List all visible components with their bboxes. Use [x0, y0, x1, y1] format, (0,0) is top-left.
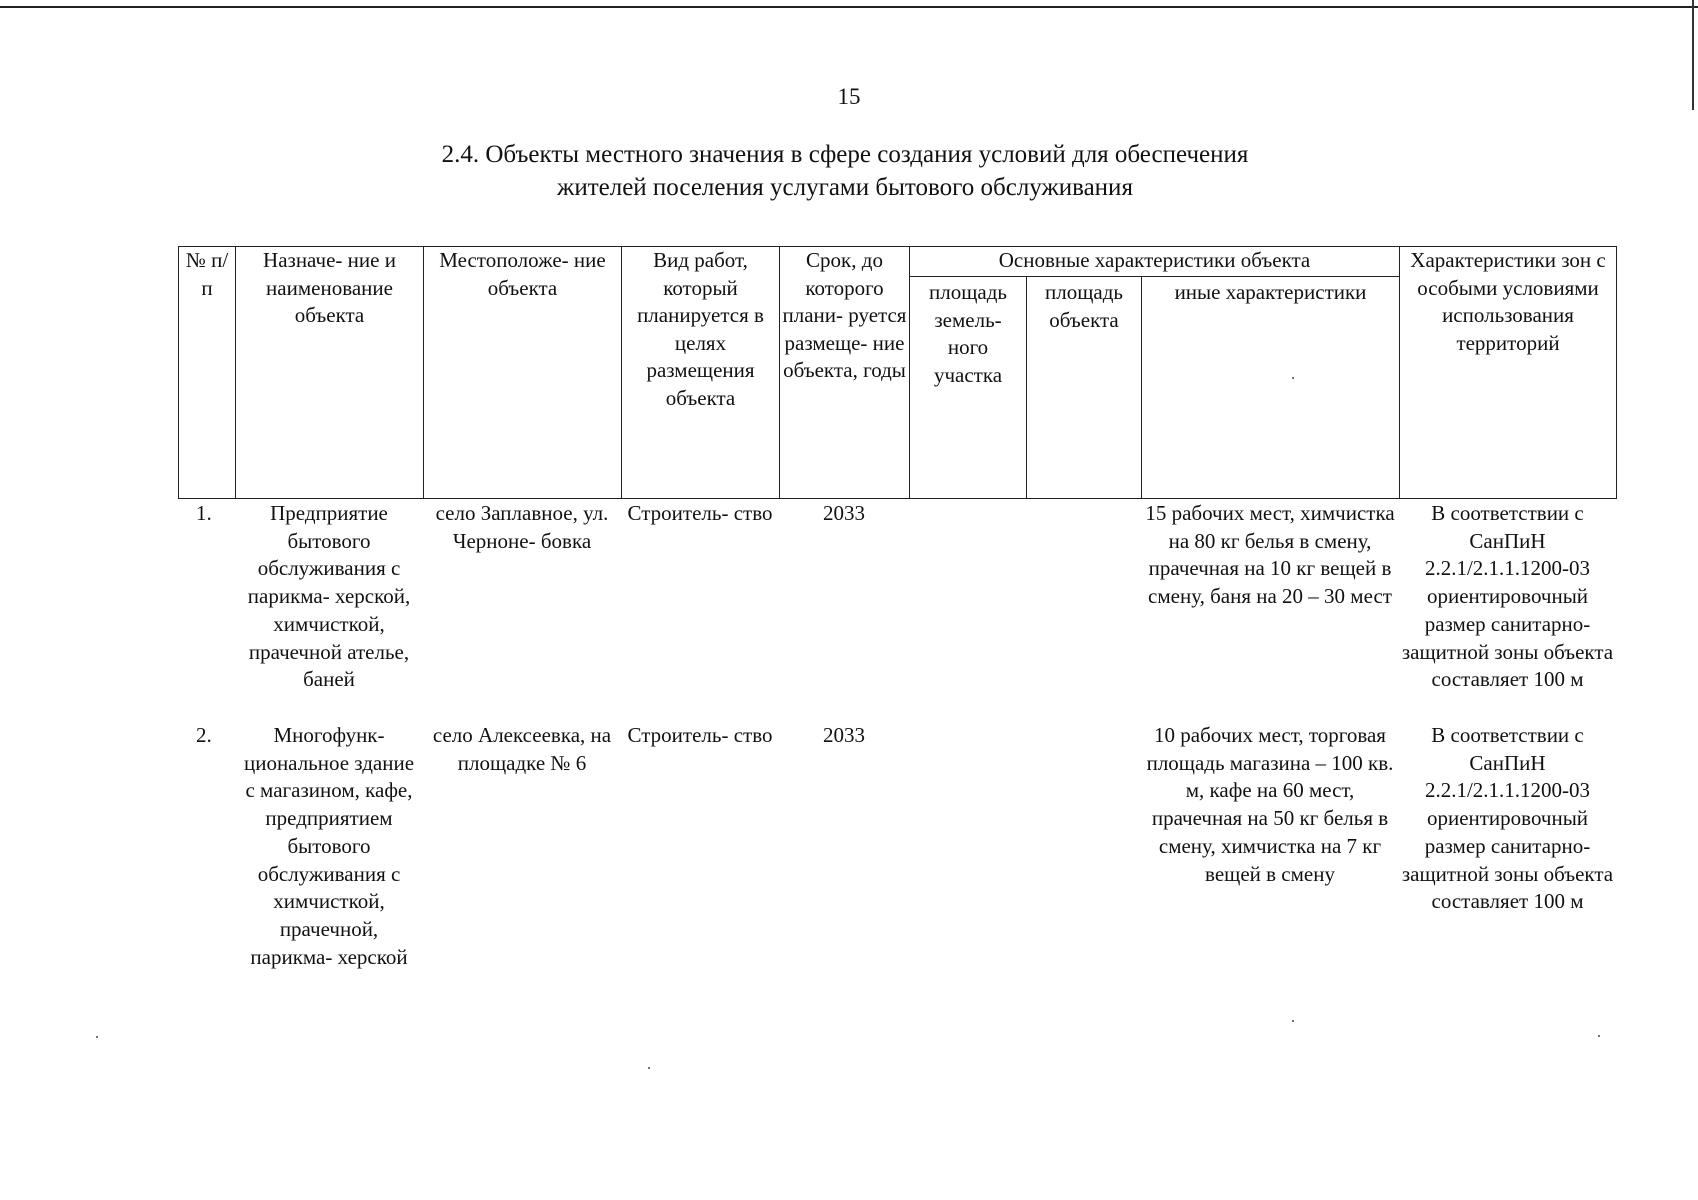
header-object-area: площадь объекта [1027, 277, 1142, 499]
row-zones: В соответствии с СанПиН 2.2.1/2.1.1.1200-03 ориентировочный размер санитарно- защитной зоны объекта составляет 100 м [1401, 501, 1614, 692]
row-name: Многофунк- циональное здание с магазином, кафе, предприятием бытового обслуживания с химчисткой, прачечной, парикма- херской [243, 723, 415, 969]
row-term: 2033 [823, 723, 865, 747]
scan-speck [1292, 377, 1294, 379]
scan-speck [648, 1067, 650, 1069]
scan-speck [96, 1036, 98, 1038]
table-header [178, 246, 1617, 499]
row-land-area [909, 722, 1026, 971]
top-scan-rule [0, 6, 1698, 8]
row-other-characteristics: 10 рабочих мест, торговая площадь магазина – 100 кв. м, кафе на 60 мест, прачечная на 50 кг белья в смену, химчистка на 7 кг вещей в смену [1146, 723, 1394, 886]
row-object-area [1026, 500, 1141, 722]
header-num: № п/п [179, 247, 236, 499]
header-name: Назначе- ние и наименование объекта [236, 247, 424, 499]
table-body [178, 500, 1616, 971]
header-location: Местоположе- ние объекта [424, 247, 622, 499]
section-title-line-1: 2.4. Объекты местного значения в сфере создания условий для обеспечения [441, 141, 1249, 168]
header-land-area: площадь земель- ного участка [910, 277, 1027, 499]
row-location: село Заплавное, ул. Черноне- бовка [435, 501, 609, 553]
section-title-line-2: жителей поселения услугами бытового обслуживания [557, 174, 1133, 201]
section-title [250, 138, 1440, 204]
row-num: 2. [196, 723, 212, 747]
scan-speck [1292, 1020, 1294, 1022]
row-location: село Алексеевка, на площадке № 6 [432, 723, 612, 775]
row-work-type: Строитель- ство [627, 501, 773, 525]
row-num: 1. [196, 501, 212, 525]
row-work-type: Строитель- ство [627, 723, 773, 747]
row-zones: В соответствии с СанПиН 2.2.1/2.1.1.1200-03 ориентировочный размер санитарно- защитной зоны объекта составляет 100 м [1401, 723, 1614, 914]
row-object-area [1026, 722, 1141, 971]
table-row [178, 722, 1616, 971]
row-land-area [909, 500, 1026, 722]
table-row [178, 500, 1616, 722]
row-other-characteristics: 15 рабочих мест, химчистка на 80 кг белья в смену, прачечная на 10 кг вещей в смену, баня на 20 – 30 мест [1145, 501, 1395, 609]
header-work-type: Вид работ, который планируется в целях размещения объекта [622, 247, 780, 499]
row-name: Предприятие бытового обслуживания с парикма- херской, химчисткой, прачечной ателье, баней [247, 501, 411, 692]
row-term: 2033 [823, 501, 865, 525]
header-term: Срок, до которого плани- руется размеще- ние объекта, годы [780, 247, 910, 499]
header-other-characteristics: иные характеристики [1142, 277, 1400, 499]
scan-speck [1598, 1035, 1600, 1037]
header-main-characteristics: Основные характеристики объекта [910, 247, 1400, 277]
page-number: 15 [837, 84, 861, 109]
header-zones: Характеристики зон с особыми условиями использования территорий [1400, 247, 1617, 499]
